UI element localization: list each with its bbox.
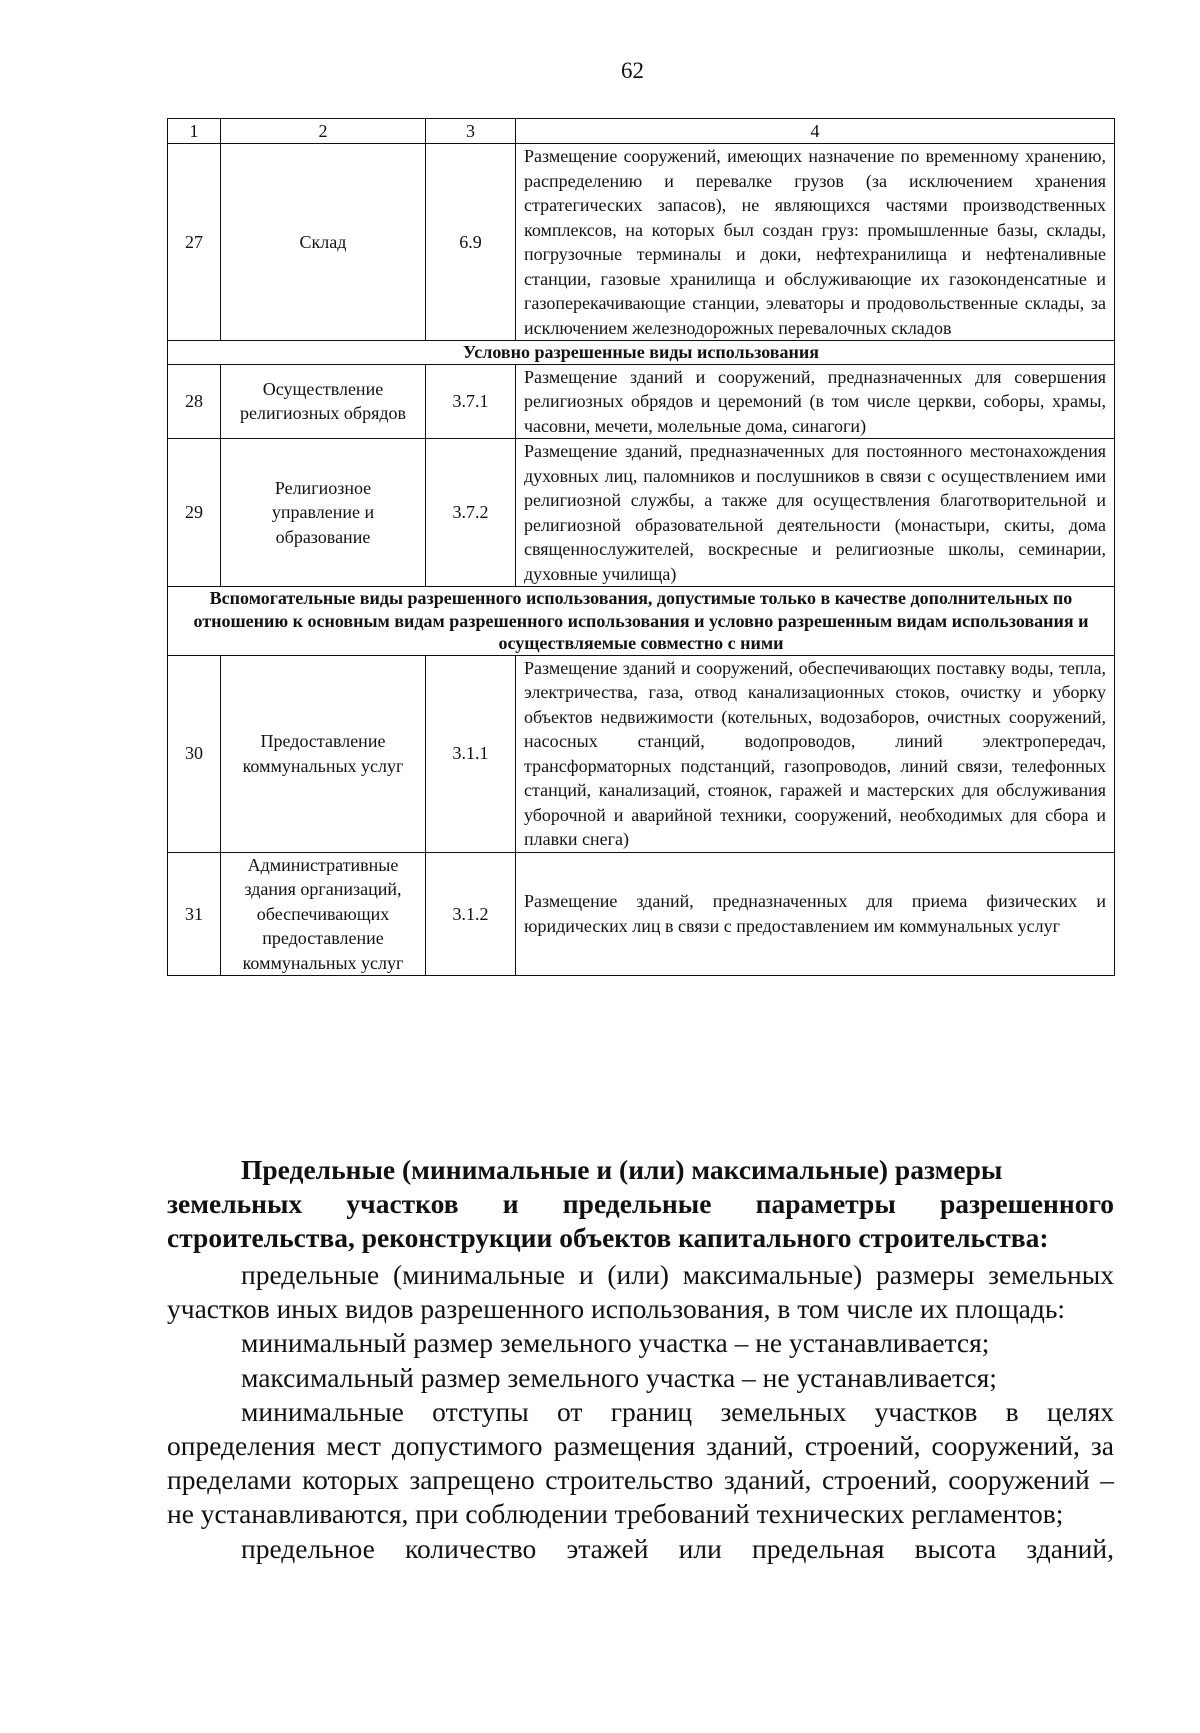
heading-rest: земельных участков и предельные параметры разрешенного строительства, реконструкции объектов капитального строительства: [167,1188,1114,1254]
section-title-conditional: Условно разрешенные виды использования [168,341,1115,365]
use-type-code: 3.7.1 [426,364,516,439]
section-heading [167,1153,1114,1256]
table-header-row [168,119,1115,144]
paragraph: предельные (минимальные и (или) максимальные) размеры земельных участков иных видов разрешенного использования, в том числе их площадь: [167,1259,1114,1325]
paragraph: минимальный размер земельного участка – не устанавливается; [241,1327,990,1359]
use-type-name: Склад [221,144,426,341]
row-number: 29 [168,439,221,587]
use-type-description: Размещение сооружений, имеющих назначение по временному хранению, распределению и перевалке грузов (за исключением хранения стратегических запасов), не являющихся частями производственных комплексов, на которых был создан груз: промышленные базы, склады, погрузочные терминалы и доки, нефтехранилища и нефтеналивные станции, газовые хранилища и обслуживающие их газоконденсатные и газоперекачивающие станции, элеваторы и продовольственные склады, за исключением железнодорожных перевалочных складов [516,144,1115,341]
table-row [168,852,1115,976]
section-row [168,587,1115,656]
heading-line-1: Предельные (минимальные и (или) максимальные) размеры [241,1154,1003,1185]
row-number: 30 [168,655,221,852]
use-type-description: Размещение зданий, предназначенных для приема физических и юридических лиц в связи с предоставлением им коммунальных услуг [516,852,1115,976]
paragraph: предельное количество этажей или предельная высота зданий, [241,1532,1114,1564]
section-row [168,341,1115,365]
row-number: 28 [168,364,221,439]
use-type-code: 3.1.2 [426,852,516,976]
page-number: 62 [621,58,644,83]
use-type-name: Предоставление коммунальных услуг [221,655,426,852]
table-row [168,144,1115,341]
paragraph: минимальные отступы от границ земельных участков в целях определения мест допустимого размещения зданий, строений, сооружений, за пределами которых запрещено строительство зданий, строений, сооружений – не устанавливаются, при соблюдении требований технических регламентов; [167,1395,1114,1530]
use-type-name: Осуществление религиозных обрядов [221,364,426,439]
section-title-auxiliary: Вспомогательные виды разрешенного использования, допустимые только в качестве дополнительных по отношению к основным видам разрешенного использования и условно разрешенным видам использования и осуществляемые совместно с ними [168,587,1115,656]
paragraph: максимальный размер земельного участка – не устанавливается; [241,1361,997,1393]
row-number: 27 [168,144,221,341]
column-header: 1 [168,119,221,144]
table-row [168,655,1115,852]
body-text [167,1258,1114,1566]
table-row [168,364,1115,439]
use-type-code: 3.1.1 [426,655,516,852]
column-header: 2 [221,119,426,144]
column-header: 4 [516,119,1115,144]
use-type-name: Религиозное управление и образование [221,439,426,587]
land-use-table [167,118,1115,976]
use-type-code: 6.9 [426,144,516,341]
use-type-description: Размещение зданий и сооружений, предназначенных для совершения религиозных обрядов и церемоний (в том числе церкви, соборы, храмы, часовни, мечети, молельные дома, синагоги) [516,364,1115,439]
table-row [168,439,1115,587]
row-number: 31 [168,852,221,976]
use-type-description: Размещение зданий, предназначенных для постоянного местонахождения духовных лиц, паломников и послушников в связи с осуществлением ими религиозной службы, а также для осуществления благотворительной и религиозной образовательной деятельности (монастыри, скиты, дома священнослужителей, воскресные и религиозные школы, семинарии, духовные училища) [516,439,1115,587]
use-type-code: 3.7.2 [426,439,516,587]
use-type-name: Административные здания организаций, обеспечивающих предоставление коммунальных услуг [221,852,426,976]
column-header: 3 [426,119,516,144]
use-type-description: Размещение зданий и сооружений, обеспечивающих поставку воды, тепла, электричества, газа, отвод канализационных стоков, очистку и уборку объектов недвижимости (котельных, водозаборов, очистных сооружений, насосных станций, водопроводов, линий электропередач, трансформаторных подстанций, газопроводов, линий связи, телефонных станций, канализаций, стоянок, гаражей и мастерских для обслуживания уборочной и аварийной техники, сооружений, необходимых для сбора и плавки снега) [516,655,1115,852]
